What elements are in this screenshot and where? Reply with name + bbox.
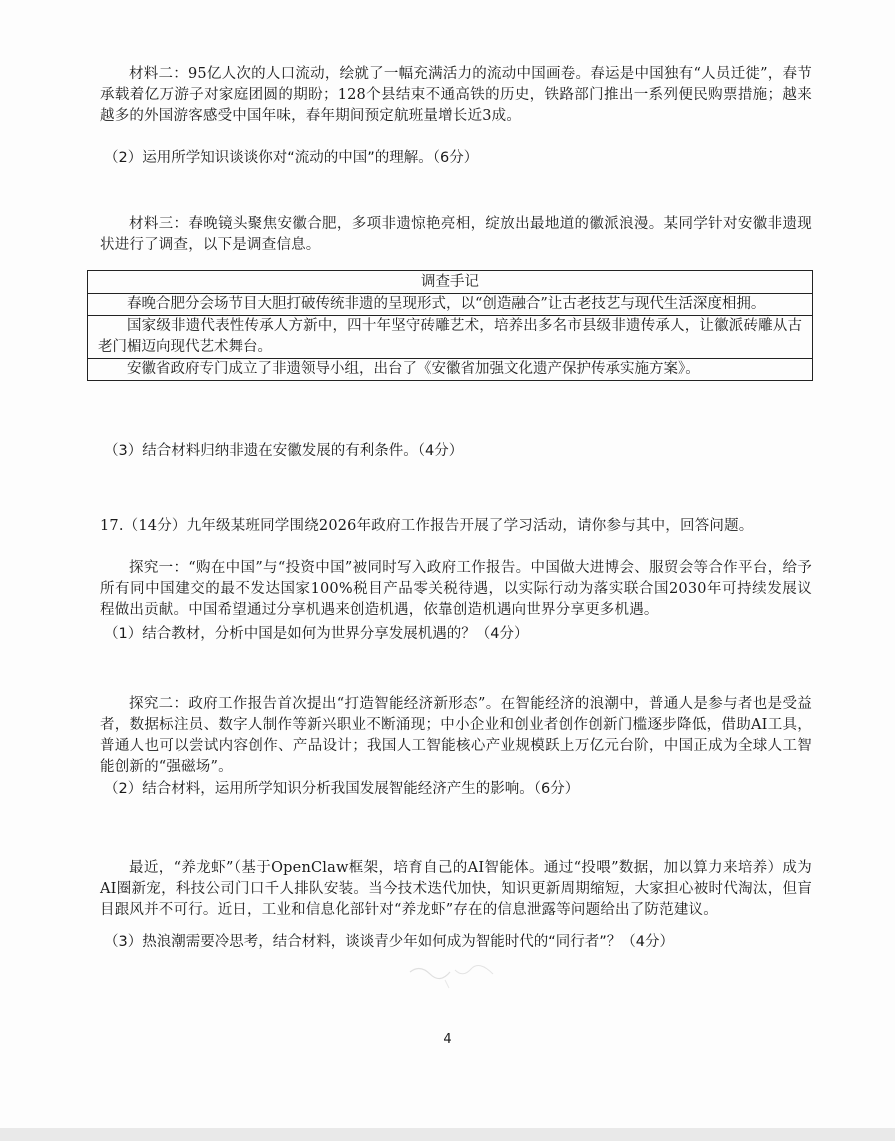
scan-bottom-edge (0, 1128, 895, 1141)
question-17-intro: 17.（14分）九年级某班同学围绕2026年政府工作报告开展了学习活动，请你参与其中，回答问题。 (100, 518, 754, 534)
question-17-2-prompt: （2）结合材料，运用所学知识分析我国发展智能经济产生的影响。（6分） (104, 781, 580, 797)
survey-notes-table (87, 270, 813, 381)
question-17-3-prompt: （3）热浪潮需要冷思考，结合材料，谈谈青少年如何成为智能时代的“同行者”？（4分） (104, 934, 674, 950)
question-2-prompt: （2）运用所学知识谈谈你对“流动的中国”的理解。（6分） (104, 150, 479, 166)
question-3-prompt: （3）结合材料归纳非遗在安徽发展的有利条件。（4分） (104, 443, 464, 459)
explore-2-text: 探究二：政府工作报告首次提出“打造智能经济新形态”。在智能经济的浪潮中，普通人是参与者也是受益者，数据标注员、数字人制作等新兴职业不断涌现；中小企业和创业者创作创新门槛逐步降低，借助AI工具，普通人也可以尝试内容创作、产品设计；我国人工智能核心产业规模跃上万亿元台阶，中国正成为全球人工智能创新的“强磁场”。 (100, 696, 812, 775)
survey-notes-title: 调查手记 (88, 271, 812, 294)
survey-notes-row: 安徽省政府专门成立了非遗领导小组，出台了《安徽省加强文化遗产保护传承实施方案》。 (127, 361, 700, 377)
survey-notes-row: 国家级非遗代表性传承人方新中，四十年坚守砖雕艺术，培养出多名市县级非遗传承人，让徽派砖雕从古老门楣迈向现代艺术舞台。 (88, 316, 812, 359)
survey-notes-row: 春晚合肥分会场节目大胆打破传统非遗的呈现形式，以“创造融合”让古老技艺与现代生活深度相拥。 (88, 294, 812, 316)
material-3-text: 材料三：春晚镜头聚焦安徽合肥，多项非遗惊艳亮相，绽放出最地道的徽派浪漫。某同学针对安徽非遗现状进行了调查，以下是调查信息。 (100, 216, 812, 253)
question-17-1-prompt: （1）结合教材，分析中国是如何为世界分享发展机遇的？（4分） (104, 626, 529, 642)
material-2-text: 材料二：95亿人次的人口流动，绘就了一幅充满活力的流动中国画卷。春运是中国独有“人员迁徙”，春节承载着亿万游子对家庭团圆的期盼；128个县结束不通高铁的历史，铁路部门推出一系列便民购票措施；越来越多的外国游客感受中国年味，春年期间预定航班量增长近3成。 (100, 66, 812, 124)
page-number: 4 (443, 1032, 452, 1047)
faint-pencil-mark (405, 960, 505, 990)
recent-news-text: 最近，“养龙虾”（基于OpenClaw框架，培育自己的AI智能体。通过“投喂”数据，加以算力来培养）成为AI圈新宠，科技公司门口千人排队安装。当今技术迭代加快，知识更新周期缩短，大家担心被时代淘汰，但盲目跟风并不可行。近日，工业和信息化部针对“养龙虾”存在的信息泄露等问题给出了防范建议。 (100, 860, 812, 918)
explore-1-text: 探究一：“购在中国”与“投资中国”被同时写入政府工作报告。中国做大进博会、服贸会等合作平台，给予所有同中国建交的最不发达国家100%税目产品零关税待遇，以实际行动为落实联合国2030年可持续发展议程做出贡献。中国希望通过分享机遇来创造机遇，依靠创造机遇向世界分享更多机遇。 (100, 560, 812, 618)
